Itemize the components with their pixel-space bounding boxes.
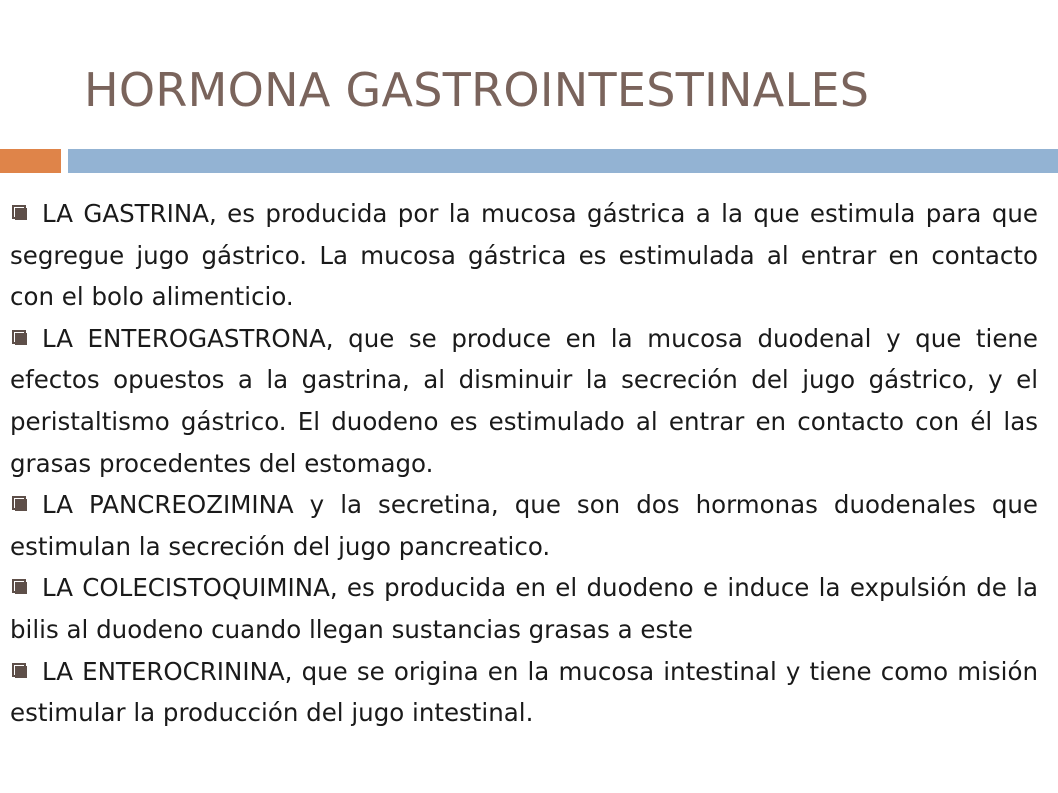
square-bullet-icon (12, 579, 29, 596)
bullet-item-enterocrinina (10, 651, 1038, 734)
bullet-item-gastrina (10, 193, 1038, 318)
bullet-text: LA COLECISTOQUIMINA, es producida en el duodeno e induce la expulsión de la bilis al duodeno cuando llegan sustancias grasas a este (10, 573, 1038, 644)
bullet-text: LA ENTEROCRININA, que se origina en la mucosa intestinal y tiene como misión estimular la producción del jugo intestinal. (10, 656, 1038, 728)
accent-bar-orange (0, 149, 61, 173)
bullet-text: LA ENTEROGASTRONA, que se produce en la mucosa duodenal y que tiene efectos opuestos a la gastrina, al disminuir la secreción del jugo gástrico, y el peristaltismo gástrico. El duodeno es estimulado al entrar en contacto con él las grasas procedentes del estomago. (10, 323, 1038, 478)
square-bullet-icon (12, 496, 29, 513)
bullet-item-enterogastrona (10, 318, 1038, 484)
square-bullet-icon (12, 330, 29, 347)
accent-bar-blue (68, 149, 1058, 173)
bullet-item-pancreozimina (10, 484, 1038, 567)
square-bullet-icon (12, 205, 29, 222)
bullet-list (10, 193, 1038, 734)
bullet-item-colecistoquimina (10, 567, 1038, 650)
bullet-text: LA PANCREOZIMINA y la secretina, que son dos hormonas duodenales que estimulan la secreción del jugo pancreatico. (10, 490, 1038, 561)
slide-title: HORMONA GASTROINTESTINALES (84, 63, 870, 117)
bullet-text: LA GASTRINA, es producida por la mucosa gástrica a la que estimula para que segregue jugo gástrico. La mucosa gástrica es estimulada al entrar en contacto con el bolo alimenticio. (10, 199, 1038, 312)
square-bullet-icon (12, 663, 29, 680)
